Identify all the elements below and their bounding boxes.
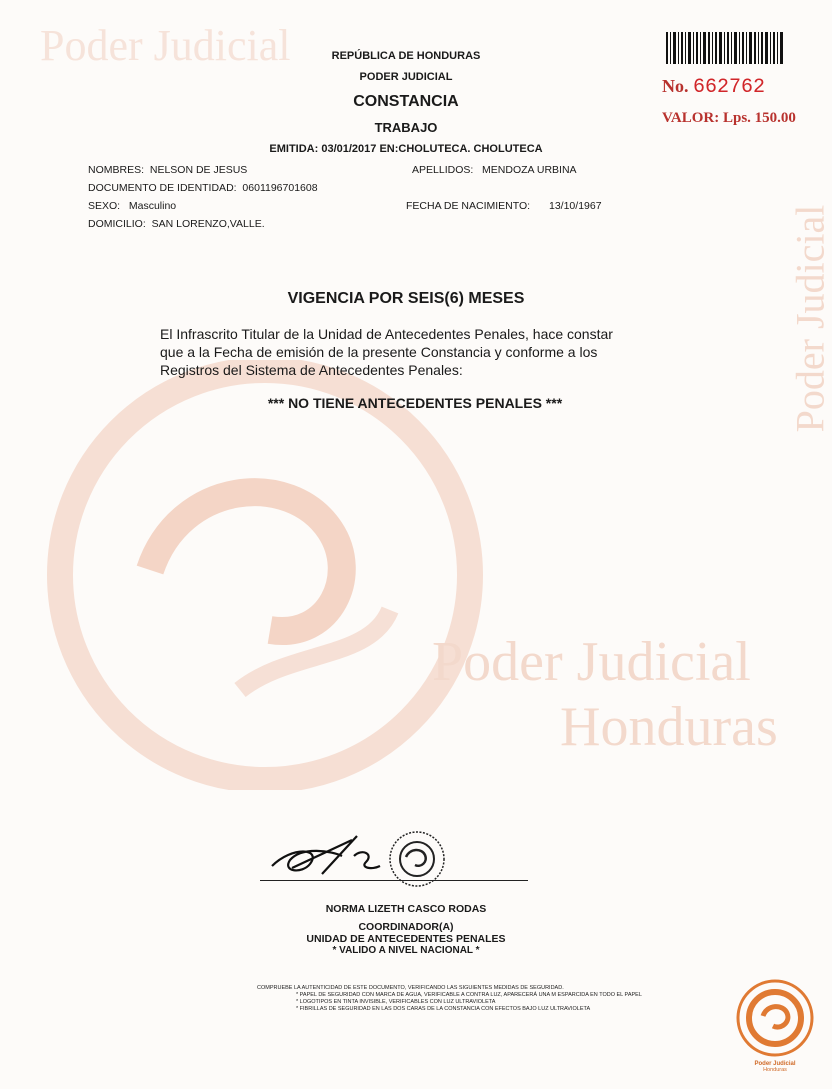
signature-line bbox=[260, 880, 528, 881]
document-value-amount: Lps. 150.00 bbox=[722, 110, 796, 126]
watermark-center-line2: Honduras bbox=[560, 696, 778, 758]
result-statement: *** NO TIENE ANTECEDENTES PENALES *** bbox=[267, 395, 563, 411]
judicial-stamp-line-2: Honduras bbox=[763, 1067, 787, 1073]
names-label: NOMBRES: bbox=[88, 164, 145, 176]
validity-heading: VIGENCIA POR SEIS(6) MESES bbox=[287, 290, 525, 307]
birth-label: FECHA DE NACIMIENTO: bbox=[406, 200, 531, 212]
serial-number-label: No. bbox=[662, 76, 689, 96]
header-republic: REPÚBLICA DE HONDURAS bbox=[331, 50, 481, 62]
document-title: CONSTANCIA bbox=[353, 93, 459, 110]
address-value: SAN LORENZO,VALLE. bbox=[151, 218, 265, 230]
birth-value: 13/10/1967 bbox=[549, 200, 602, 212]
watermark-top-text: Poder Judicial bbox=[40, 21, 291, 70]
validity-scope: * VALIDO A NIVEL NACIONAL * bbox=[332, 945, 480, 956]
judicial-stamp-line-1: Poder Judicial bbox=[754, 1061, 796, 1067]
signer-unit: UNIDAD DE ANTECEDENTES PENALES bbox=[306, 933, 506, 945]
names-value: NELSON DE JESUS bbox=[149, 164, 248, 176]
watermark-emblem bbox=[30, 360, 500, 790]
sex-row bbox=[88, 200, 176, 212]
security-note-1: COMPRUEBE LA AUTENTICIDAD DE ESTE DOCUMENTO, VERIFICANDO LAS SIGUIENTES MEDIDAS DE SEGURIDAD. bbox=[257, 985, 564, 991]
sex-value: Masculino bbox=[128, 200, 177, 212]
judicial-stamp-logo bbox=[735, 978, 815, 1058]
surnames-label: APELLIDOS: bbox=[412, 164, 474, 176]
issue-line: EMITIDA: 03/01/2017 EN:CHOLUTECA. CHOLUTECA bbox=[269, 143, 543, 155]
statement-line-2: que a la Fecha de emisión de la presente Constancia y conforme a los bbox=[160, 344, 598, 360]
signature bbox=[262, 826, 392, 886]
watermark-vertical-text: Poder Judicial bbox=[787, 204, 832, 433]
surnames-row bbox=[412, 164, 577, 176]
sex-label: SEXO: bbox=[88, 200, 121, 212]
serial-number-value: 662762 bbox=[692, 76, 765, 99]
security-note-3: * LOGOTIPOS EN TINTA INVISIBLE, VERIFICABLES CON LUZ ULTRAVIOLETA bbox=[296, 999, 496, 1005]
address-row bbox=[88, 218, 265, 230]
security-note-4: * FIBRILLAS DE SEGURIDAD EN LAS DOS CARAS DE LA CONSTANCIA CON EFECTOS BAJO LUZ ULTRAVIOLETA bbox=[296, 1006, 591, 1012]
signer-name: NORMA LIZETH CASCO RODAS bbox=[325, 903, 487, 915]
document-purpose: TRABAJO bbox=[374, 120, 438, 135]
id-label: DOCUMENTO DE IDENTIDAD: bbox=[88, 182, 237, 194]
header-branch: PODER JUDICIAL bbox=[359, 71, 453, 83]
statement-line-1: El Infrascrito Titular de la Unidad de Antecedentes Penales, hace constar bbox=[160, 326, 613, 342]
statement-line-3: Registros del Sistema de Antecedentes Penales: bbox=[160, 362, 463, 378]
surnames-value: MENDOZA URBINA bbox=[482, 164, 577, 176]
judicial-stamp bbox=[735, 978, 815, 1074]
id-value: 0601196701608 bbox=[242, 182, 318, 194]
id-row bbox=[88, 182, 318, 194]
document-value-label: VALOR: bbox=[662, 110, 720, 126]
address-label: DOMICILIO: bbox=[88, 218, 146, 230]
names-row bbox=[88, 164, 247, 176]
security-note-2: * PAPEL DE SEGURIDAD CON MARCA DE AGUA, VERIFICABLE A CONTRA LUZ, APARECERÁ UNA M ESPARCIDA EN TODO EL PAPEL bbox=[296, 992, 642, 998]
signer-role: COORDINADOR(A) bbox=[358, 921, 454, 933]
watermark-center-line1: Poder Judicial bbox=[432, 631, 751, 693]
birth-row bbox=[406, 200, 602, 212]
